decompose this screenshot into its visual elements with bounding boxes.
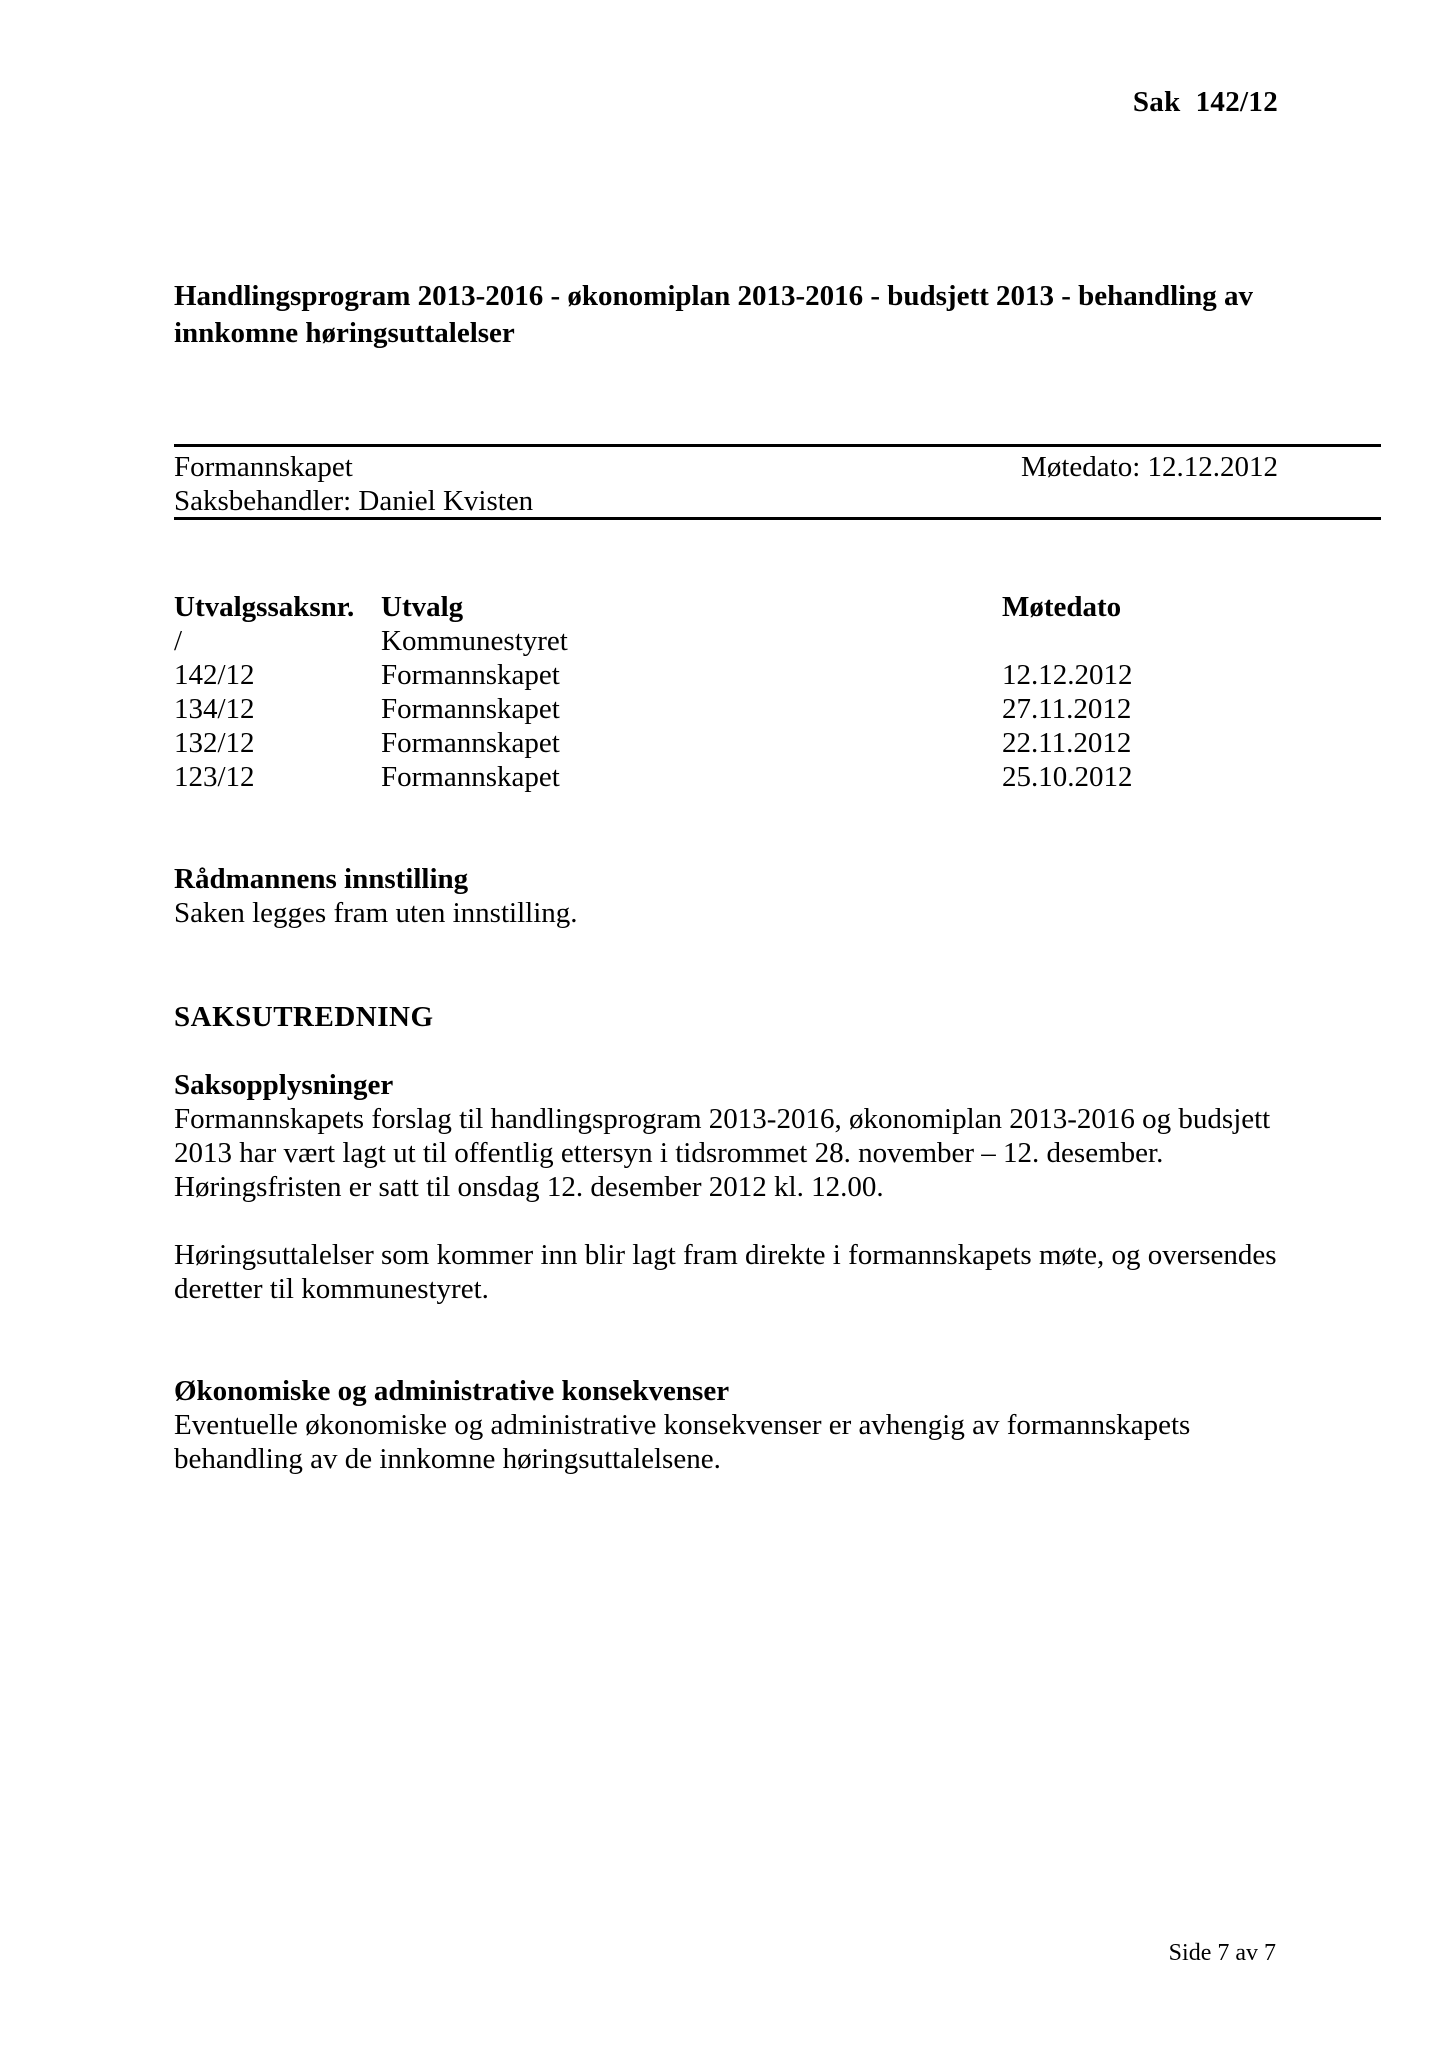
row-case-no: / bbox=[174, 625, 183, 657]
recommendation-text: Saken legges fram uten innstilling. bbox=[174, 897, 578, 929]
table-row bbox=[174, 692, 1174, 726]
row-date: 22.11.2012 bbox=[1002, 727, 1132, 759]
meta-top-rule bbox=[174, 444, 1381, 447]
row-case-no: 132/12 bbox=[174, 727, 255, 759]
case-info-paragraph-2: Høringsuttalelser som kommer inn blir lagt fram direkte i formannskapets møte, og oversendes deretter til kommunestyret. bbox=[174, 1239, 1277, 1305]
header-committee: Utvalg bbox=[381, 591, 464, 623]
table-row bbox=[174, 624, 1174, 658]
document-title: Handlingsprogram 2013-2016 - økonomiplan 2013-2016 - budsjett 2013 - behandling av innkomne høringsuttalelser bbox=[174, 280, 1254, 349]
table-row bbox=[174, 658, 1174, 692]
table-row bbox=[174, 760, 1174, 794]
row-date: 27.11.2012 bbox=[1002, 693, 1132, 725]
row-committee: Kommunestyret bbox=[381, 625, 568, 657]
meta-bottom-rule bbox=[174, 517, 1381, 520]
table-row bbox=[174, 726, 1174, 760]
meta-body: Formannskapet bbox=[174, 451, 353, 483]
row-date: 25.10.2012 bbox=[1002, 761, 1133, 793]
row-committee: Formannskapet bbox=[381, 727, 560, 759]
row-case-no: 134/12 bbox=[174, 693, 255, 725]
consequences-heading: Økonomiske og administrative konsekvenser bbox=[174, 1375, 730, 1407]
investigation-heading: SAKSUTREDNING bbox=[174, 1001, 434, 1033]
row-committee: Formannskapet bbox=[381, 761, 560, 793]
row-case-no: 123/12 bbox=[174, 761, 255, 793]
row-date: 12.12.2012 bbox=[1002, 659, 1133, 691]
case-number: Sak 142/12 bbox=[1132, 86, 1278, 118]
case-info-paragraph-1: Formannskapets forslag til handlingsprogram 2013-2016, økonomiplan 2013-2016 og budsjett 2013 har vært lagt ut til offentlig ettersyn i tidsrommet 28. november – 12. desember. Høringsfristen er satt til onsdag 12. desember 2012 kl. 12.00. bbox=[174, 1103, 1271, 1203]
proceedings-header-row bbox=[174, 590, 1174, 624]
row-committee: Formannskapet bbox=[381, 659, 560, 691]
case-info-heading: Saksopplysninger bbox=[174, 1069, 394, 1101]
row-committee: Formannskapet bbox=[381, 693, 560, 725]
meta-case-officer: Saksbehandler: Daniel Kvisten bbox=[174, 485, 534, 517]
header-meeting-date: Møtedato bbox=[1002, 591, 1122, 623]
recommendation-heading: Rådmannens innstilling bbox=[174, 863, 469, 895]
meta-meeting-date: Møtedato: 12.12.2012 bbox=[1021, 451, 1278, 483]
row-case-no: 142/12 bbox=[174, 659, 255, 691]
consequences-text: Eventuelle økonomiske og administrative konsekvenser er avhengig av formannskapets behandling av de innkomne høringsuttalelsene. bbox=[174, 1409, 1191, 1475]
header-case-no: Utvalgssaksnr. bbox=[174, 591, 355, 623]
page-number: Side 7 av 7 bbox=[1168, 1940, 1276, 1966]
